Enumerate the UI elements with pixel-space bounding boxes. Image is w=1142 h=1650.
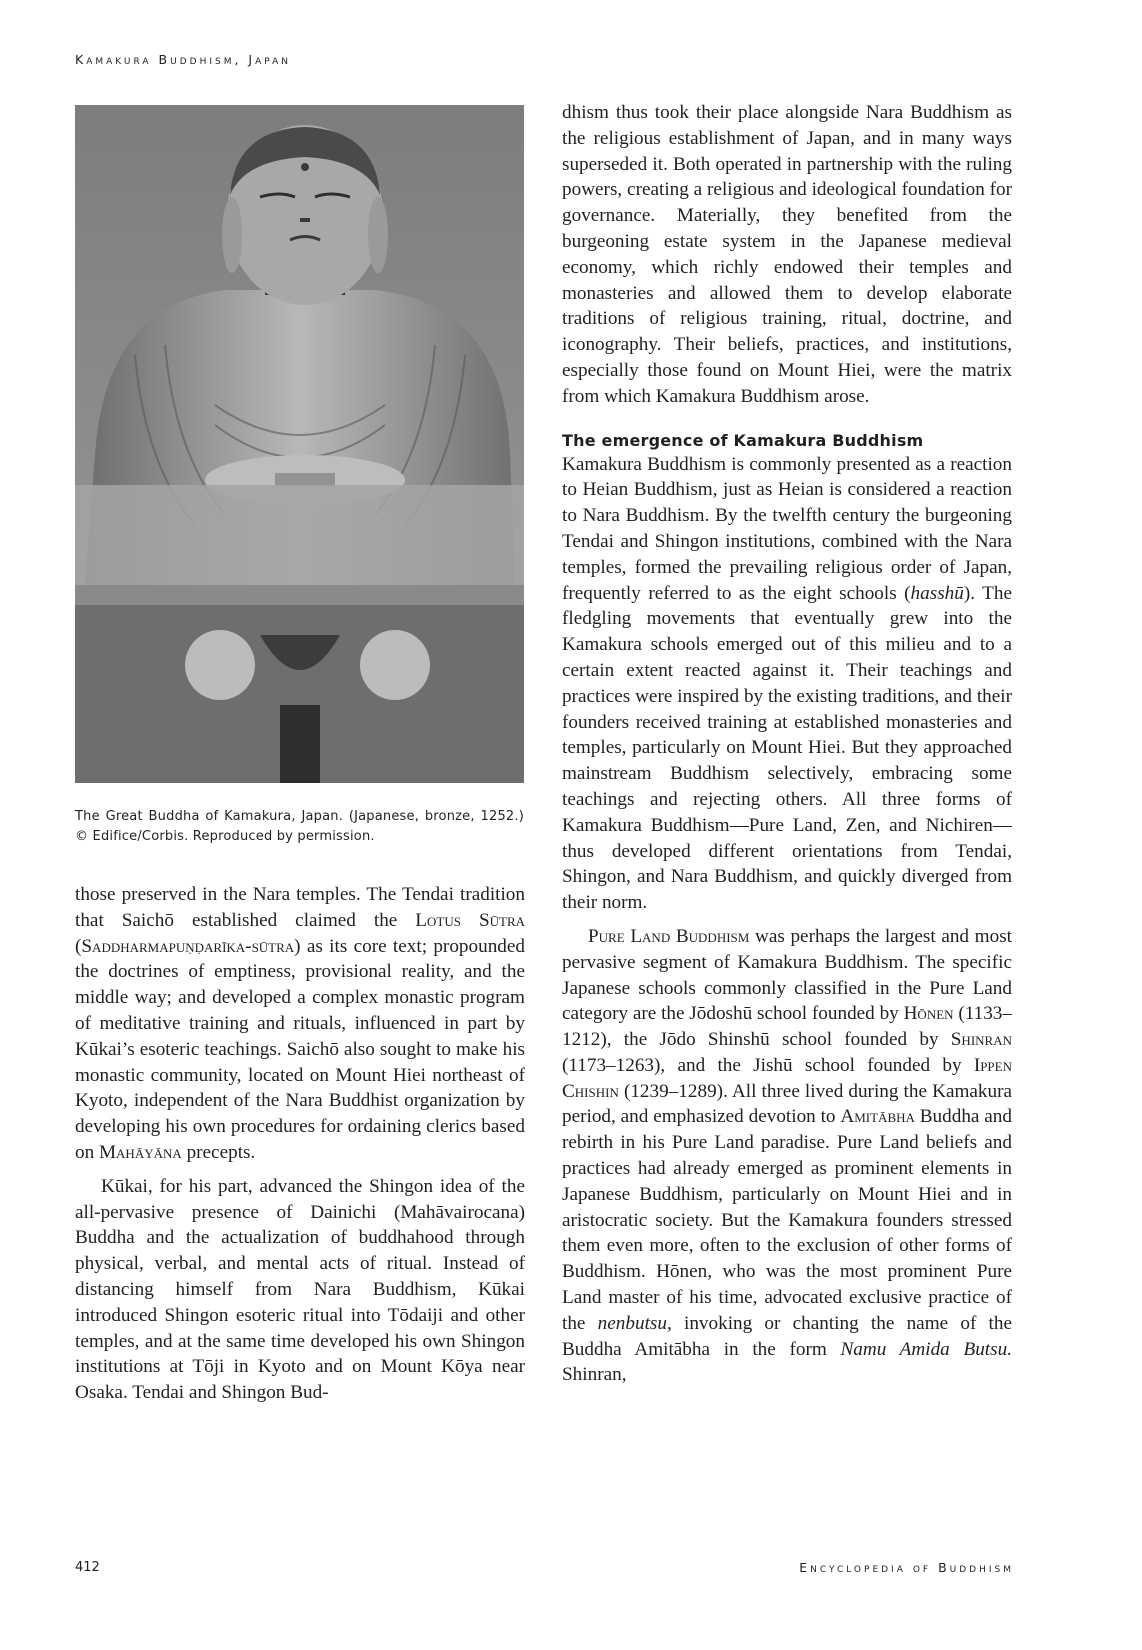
- italic-term: Namu Amida Butsu.: [840, 1338, 1012, 1360]
- text: those preserved in the Nara temples. The Tendai tradition that Saichō established claimed the: [75, 884, 525, 931]
- text: was perhaps the largest and most pervasive segment of Kamakura Buddhism. The specific Japanese schools commonly classified in the Pure Land category are the Jōdoshū school founded by: [562, 925, 1012, 1025]
- paragraph-emergence: [562, 452, 1012, 916]
- cross-reference-mahayana[interactable]: Mahāyāna: [98, 1141, 182, 1163]
- paragraph-establishment: dhism thus took their place alongside Nara Buddhism as the religious establishment of Japan, and in many ways superseded it. Both operated in partnership with the ruling powers, creating a religious and ideological foundation for governance. Materially, they benefited from the burgeoning estate system in the Japanese medieval economy, which richly endowed their temples and monasteries and allowed them to develop elaborate traditions of religious training, ritual, doctrine, and iconography. Their beliefs, practices, and institutions, especially those found on Mount Hiei, were the matrix from which Kamakura Buddhism arose.: [562, 102, 1012, 407]
- italic-term: nenbutsu,: [597, 1312, 672, 1334]
- text: (1173–1263), and the Jishū school founded by: [562, 1054, 974, 1076]
- cross-reference-amitabha[interactable]: Amitābha: [840, 1106, 915, 1128]
- cross-reference-honen[interactable]: Hōnen: [903, 1003, 954, 1025]
- text: precepts.: [181, 1141, 256, 1163]
- text: Kamakura Buddhism is commonly presented as a reaction to Heian Buddhism, just as Heian is considered a reaction to Nara Buddhism. By the twelfth century the burgeoning Tendai and Shingon institutions, combined with the Nara temples, formed the prevailing religious order of Japan, frequently referred to as the eight schools (: [562, 453, 1012, 604]
- paragraph-pure-land: [562, 924, 1012, 1388]
- buddha-statue-image: [75, 105, 524, 783]
- text: as its core text; propounded the doctrines of emptiness, provisional reality, and the middle way; and developed a complex monastic program of meditative training and rituals, influenced in part by Kūkai’s esoteric teachings. Saichō also sought to make his monastic community, located on Mount Hiei northeast of Kyoto, independent of the Nara Buddhist organization by developing his own procedures for ordaining clerics based on: [75, 935, 525, 1163]
- figure-caption: The Great Buddha of Kamakura, Japan. (Japanese, bronze, 1252.) © Edifice/Corbis. Reproduced by permission.: [75, 809, 524, 844]
- footer-book-title: Encyclopedia of Buddhism: [799, 1560, 1014, 1575]
- paragraph-kukai: Kūkai, for his part, advanced the Shingon idea of the all-pervasive presence of Dainichi (Mahāvairocana) Buddha and the actualization of buddhahood through physical, verbal, and mental acts of ritual. Instead of distancing himself from Nara Buddhism, Kūkai introduced Shingon esoteric ritual into Tōdaiji and other temples, and at the same time developed his own Shingon institutions at Tōji in Kyoto and on Mount Kōya near Osaka. Tendai and Shingon Bud-: [75, 1175, 525, 1404]
- cross-reference-pure-land-buddhism[interactable]: Pure Land Buddhism: [588, 925, 750, 947]
- cross-reference-ippen-chishin[interactable]: Ippen Chishin: [562, 1054, 1012, 1102]
- paragraph-tendai: [75, 882, 525, 1166]
- left-column: [75, 882, 525, 1406]
- section-heading: The emergence of Kamakura Buddhism: [562, 430, 924, 450]
- italic-term: hasshū: [910, 582, 964, 604]
- text: Shinran,: [562, 1364, 627, 1386]
- text: ). The fledgling movements that eventually grew into the Kamakura schools emerged out of this milieu and to a certain extent reacted against it. Their teachings and practices were inspired by the existing traditions, and their founders received training at established monasteries and temples, particularly on Mount Hiei. But they approached mainstream Buddhism selectively, embracing some teachings and rejecting others. All three forms of Kamakura Buddhism—Pure Land, Zen, and Nichiren—thus developed different orientations from Tendai, Shingon, and Nara Buddhism, and quickly diverged from their norm.: [562, 582, 1013, 914]
- running-head: Kamakura Buddhism, Japan: [75, 52, 291, 67]
- text: (1239–1289). All three lived during the Kamakura period, and emphasized devotion to: [562, 1080, 1012, 1128]
- text: Buddha and rebirth in his Pure Land paradise. Pure Land beliefs and practices had already emerged as prominent elements in Japanese Buddhism, particularly on Mount Hiei and in aristocratic society. But the Kamakura founders stressed them even more, often to the exclusion of other forms of Buddhism. Hōnen, who was the most prominent Pure Land master of his time, advocated exclusive practice of the: [562, 1106, 1012, 1334]
- page-number: 412: [75, 1560, 100, 1575]
- cross-reference-shinran[interactable]: Shinran: [950, 1029, 1012, 1051]
- text: invoking or chanting the name of the Buddha Amitābha in the form: [562, 1312, 1012, 1360]
- cross-reference-lotus-sutra[interactable]: Lotus Sūtra (Saddharmapuṇḍarīka-sūtra): [75, 909, 525, 957]
- buddha-photo: [75, 105, 524, 783]
- right-column: [562, 100, 1012, 1388]
- text: (1133–1212), the Jōdo Shinshū school founded by: [562, 1003, 1012, 1051]
